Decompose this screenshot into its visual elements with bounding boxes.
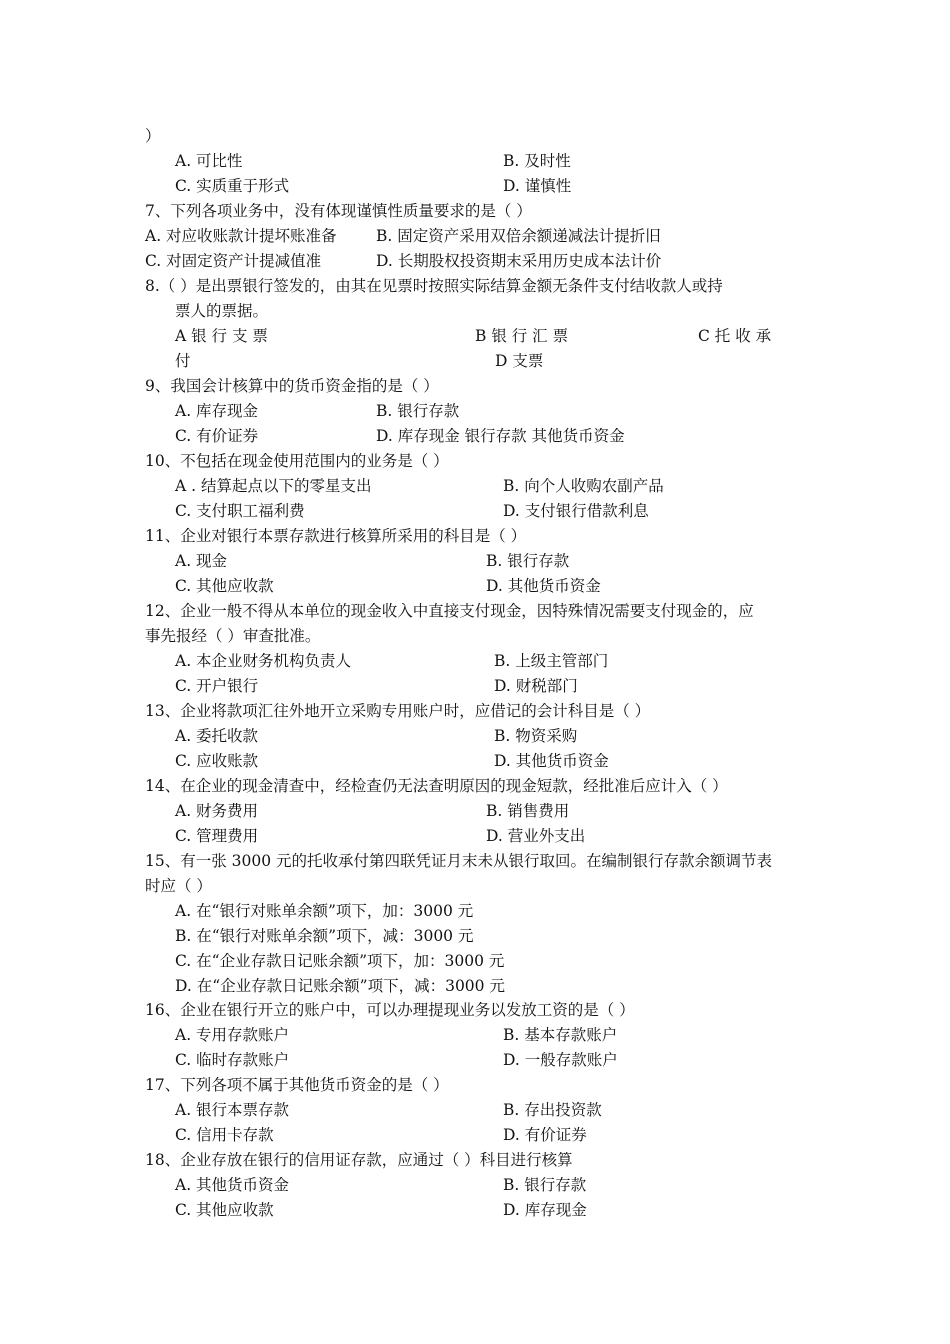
- option-a: A. 本企业财务机构负责人: [175, 652, 352, 670]
- option-a: A. 银行本票存款: [175, 1101, 290, 1119]
- option-a: C. 临时存款账户: [175, 1051, 290, 1069]
- option-b: B. 银行存款: [376, 402, 460, 420]
- option-a: C. 信用卡存款: [175, 1126, 274, 1144]
- question-line: 14、在企业的现金清查中，经检查仍无法查明原因的现金短款，经批准后应计入（ ）: [145, 777, 728, 795]
- question-line: 9、我国会计核算中的货币资金指的是（ ）: [145, 377, 439, 395]
- option-b: B. 存出投资款: [503, 1101, 602, 1119]
- option-b: D 支票: [495, 352, 544, 370]
- option-b: B. 银行存款: [486, 552, 570, 570]
- option-a: C. 支付职工福利费: [175, 502, 305, 520]
- option-a: C. 其他应收款: [175, 1201, 274, 1219]
- question-line: 12、企业一般不得从本单位的现金收入中直接支付现金，因特殊情况需要支付现金的，应: [145, 602, 754, 620]
- option-a: B. 在“银行对账单余额”项下，减：3000 元: [175, 927, 474, 945]
- option-a: C. 其他应收款: [175, 577, 274, 595]
- option-b: B. 银行存款: [503, 1176, 587, 1194]
- option-a: A 银 行 支 票: [175, 327, 268, 345]
- option-b: B. 上级主管部门: [494, 652, 609, 670]
- option-a: A. 财务费用: [175, 802, 259, 820]
- option-b: D. 有价证券: [503, 1126, 587, 1144]
- option-b: D. 财税部门: [494, 677, 578, 695]
- option-b: D. 一般存款账户: [503, 1051, 618, 1069]
- option-b: B. 向个人收购农副产品: [503, 477, 664, 495]
- option-b: B. 基本存款账户: [503, 1026, 618, 1044]
- option-b: B 银 行 汇 票: [475, 327, 569, 345]
- question-line: 7、下列各项业务中，没有体现谨慎性质量要求的是（ ）: [145, 202, 532, 220]
- option-a: A . 结算起点以下的零星支出: [175, 477, 372, 495]
- option-a: C. 在“企业存款日记账余额”项下，加：3000 元: [175, 952, 505, 970]
- option-a: A. 可比性: [175, 152, 243, 170]
- option-b: B. 销售费用: [486, 802, 570, 820]
- option-a: A. 其他货币资金: [175, 1176, 290, 1194]
- question-line: 票人的票据。: [175, 302, 269, 320]
- option-a: A. 委托收款: [175, 727, 259, 745]
- option-b: B. 物资采购: [494, 727, 578, 745]
- question-line: 15、有一张 3000 元的托收承付第四联凭证月末未从银行取回。在编制银行存款余额调节表: [145, 852, 773, 870]
- question-line: 8.（ ）是出票银行签发的，由其在见票时按照实际结算金额无条件支付结收款人或持: [145, 277, 723, 295]
- option-b: B. 及时性: [503, 152, 571, 170]
- option-a: A. 库存现金: [175, 402, 259, 420]
- question-line: 17、下列各项不属于其他货币资金的是（ ）: [145, 1076, 449, 1094]
- option-a: C. 管理费用: [175, 827, 259, 845]
- option-b: D. 长期股权投资期末采用历史成本法计价: [376, 252, 662, 270]
- question-line: 11、企业对银行本票存款进行核算所采用的科目是（ ）: [145, 527, 527, 545]
- question-line: 10、不包括在现金使用范围内的业务是（ ）: [145, 452, 449, 470]
- option-b: B. 固定资产采用双倍余额递减法计提折旧: [376, 227, 661, 245]
- option-b: D. 支付银行借款利息: [503, 502, 649, 520]
- question-line: 时应（ ）: [145, 877, 212, 895]
- option-b: D. 库存现金: [503, 1201, 587, 1219]
- question-line: 16、企业在银行开立的账户中，可以办理提现业务以发放工资的是（ ）: [145, 1001, 635, 1019]
- option-a: C. 对固定资产计提减值准: [145, 252, 322, 270]
- option-a: A. 专用存款账户: [175, 1026, 290, 1044]
- option-a: A. 现金: [175, 552, 228, 570]
- option-a: D. 在“企业存款日记账余额”项下，减：3000 元: [175, 977, 505, 995]
- option-a: C. 应收账款: [175, 752, 259, 770]
- question-line: ）: [145, 127, 161, 145]
- option-b: D. 其他货币资金: [494, 752, 609, 770]
- question-line: 13、企业将款项汇往外地开立采购专用账户时，应借记的会计科目是（ ）: [145, 702, 651, 720]
- question-line: 18、企业存放在银行的信用证存款，应通过（ ）科目进行核算: [145, 1151, 573, 1169]
- option-a: C. 有价证券: [175, 427, 259, 445]
- option-a: C. 开户银行: [175, 677, 259, 695]
- option-b: D. 谨慎性: [503, 177, 572, 195]
- option-a: 付: [175, 352, 191, 370]
- option-a: A. 在“银行对账单余额”项下，加：3000 元: [175, 902, 474, 920]
- option-c: C 托 收 承: [698, 327, 772, 345]
- question-line: 事先报经（ ）审查批准。: [145, 627, 321, 645]
- option-a: C. 实质重于形式: [175, 177, 290, 195]
- option-b: D. 库存现金 银行存款 其他货币资金: [376, 427, 625, 445]
- option-b: D. 营业外支出: [486, 827, 586, 845]
- option-b: D. 其他货币资金: [486, 577, 601, 595]
- option-a: A. 对应收账款计提坏账准备: [145, 227, 337, 245]
